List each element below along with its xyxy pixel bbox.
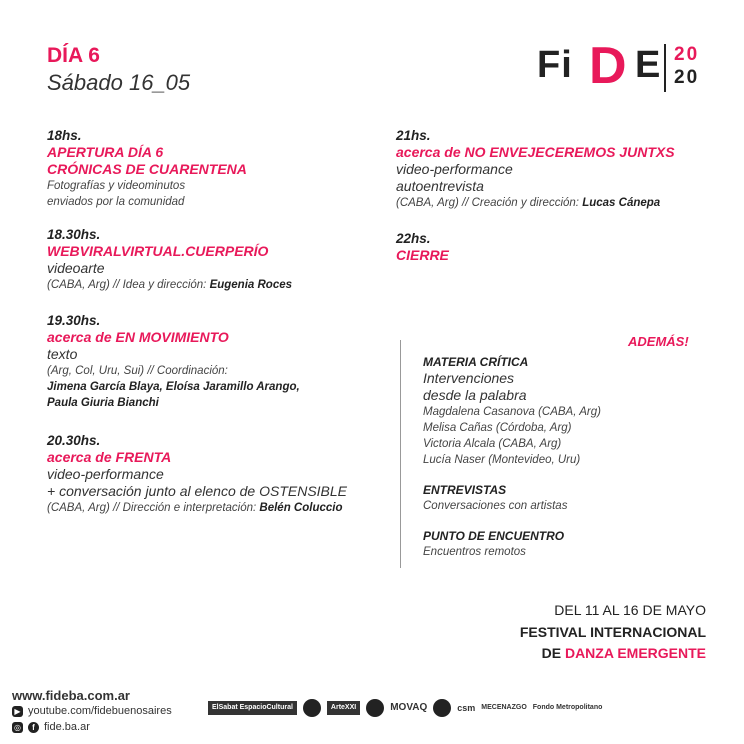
event-title: acerca de EN MOVIMIENTO <box>47 329 229 345</box>
event-time: 21hs. <box>396 128 431 143</box>
sponsor-emblem-icon <box>303 699 321 717</box>
participant: Victoria Alcala (CABA, Arg) <box>423 438 562 450</box>
event-title: acerca de FRENTA <box>47 449 172 465</box>
social-link[interactable]: ◎ f fide.ba.ar <box>14 721 90 733</box>
punto-encuentro-section <box>423 528 723 560</box>
event-time: 18hs. <box>47 128 82 143</box>
event-time: 20.30hs. <box>47 433 101 448</box>
event-title: CRÓNICAS DE CUARENTENA <box>47 161 247 177</box>
event-credit: (CABA, Arg) // Dirección e interpretación: Belén Coluccio <box>47 502 343 514</box>
event-title: CIERRE <box>396 247 449 263</box>
credit-names: Paula Giuria Bianchi <box>47 397 159 409</box>
sponsor-logo: csm <box>457 703 476 713</box>
event-subtitle: videoarte <box>47 260 105 276</box>
facebook-icon: f <box>28 722 39 733</box>
credit-name: Belén Coluccio <box>259 502 343 514</box>
participant: Lucía Naser (Montevideo, Uru) <box>423 454 581 466</box>
sponsor-emblem-icon <box>366 699 384 717</box>
instagram-icon: ◎ <box>12 722 23 733</box>
festival-highlight: DANZA EMERGENTE <box>564 645 706 661</box>
youtube-icon: ▶ <box>12 706 23 717</box>
event-1830hs <box>47 227 387 293</box>
sponsor-logo: ArteXXI <box>327 701 360 715</box>
participant: Magdalena Casanova (CABA, Arg) <box>423 406 601 418</box>
logo-d: D <box>589 37 627 95</box>
credit-name: Lucas Cánepa <box>582 197 661 209</box>
section-heading: MATERIA CRÍTICA <box>423 355 529 369</box>
section-text: Conversaciones con artistas <box>423 500 568 512</box>
entrevistas-section <box>423 482 723 514</box>
event-note: Fotografías y videominutos <box>47 180 186 192</box>
logo-year-bottom: 20 <box>674 67 700 88</box>
section-subtitle: desde la palabra <box>423 387 527 403</box>
column-divider <box>400 340 401 568</box>
event-note: enviados por la comunidad <box>47 196 185 208</box>
event-22hs <box>396 231 736 264</box>
event-credit: (CABA, Arg) // Idea y dirección: Eugenia Roces <box>47 279 293 291</box>
festival-dates: DEL 11 AL 16 DE MAYO <box>554 602 706 618</box>
section-text: Encuentros remotos <box>423 546 526 558</box>
section-heading: ENTREVISTAS <box>423 483 507 497</box>
fide-logo <box>537 38 717 98</box>
sponsor-logos <box>208 692 738 724</box>
sponsor-emblem-icon <box>433 699 451 717</box>
event-2030hs <box>47 433 407 516</box>
event-title: WEBVIRALVIRTUAL.CUERPERÍO <box>47 243 269 259</box>
event-credit: (Arg, Col, Uru, Sui) // Coordinación: <box>47 365 228 377</box>
event-subtitle: + conversación junto al elenco de OSTENSIBLE <box>47 483 348 499</box>
ademas-label: ADEMÁS! <box>628 334 689 349</box>
sponsor-logo: ElSabat EspacioCultural <box>208 701 297 715</box>
logo-year-top: 20 <box>674 44 700 65</box>
festival-name-line2: DE DANZA EMERGENTE <box>541 645 706 661</box>
event-subtitle: video-performance <box>396 161 513 177</box>
event-subtitle: video-performance <box>47 466 164 482</box>
event-time: 18.30hs. <box>47 227 101 242</box>
event-21hs <box>396 128 736 211</box>
event-subtitle: texto <box>47 346 78 362</box>
sponsor-logo: Fondo Metropolitano <box>532 704 603 711</box>
event-credit: (CABA, Arg) // Creación y dirección: Lucas Cánepa <box>396 197 661 209</box>
event-title: APERTURA DÍA 6 <box>47 144 164 160</box>
logo-divider <box>664 44 666 92</box>
day-date: Sábado 16_05 <box>47 70 191 95</box>
day-title: DÍA 6 <box>47 44 100 67</box>
logo-e: E <box>635 44 661 86</box>
event-18hs <box>47 128 387 210</box>
website-link[interactable]: www.fideba.com.ar <box>12 688 130 703</box>
credit-names: Jimena García Blaya, Eloísa Jaramillo Arango, <box>47 381 300 393</box>
event-time: 19.30hs. <box>47 313 101 328</box>
credit-name: Eugenia Roces <box>209 279 293 291</box>
logo-fi: Fi <box>537 44 573 86</box>
section-subtitle: Intervenciones <box>423 370 515 386</box>
festival-name-line1: FESTIVAL INTERNACIONAL <box>519 624 706 640</box>
participant: Melisa Cañas (Córdoba, Arg) <box>423 422 572 434</box>
event-subtitle: autoentrevista <box>396 178 484 194</box>
event-time: 22hs. <box>396 231 431 246</box>
section-heading: PUNTO DE ENCUENTRO <box>423 529 565 543</box>
event-1930hs <box>47 313 387 411</box>
sponsor-logo: MOVAQ <box>390 702 428 713</box>
sponsor-logo: MECENAZGO <box>481 704 527 711</box>
event-title: acerca de NO ENVEJECEREMOS JUNTXS <box>396 144 675 160</box>
materia-critica-section <box>423 354 723 468</box>
youtube-link[interactable]: ▶ youtube.com/fidebuenosaires <box>12 705 172 717</box>
